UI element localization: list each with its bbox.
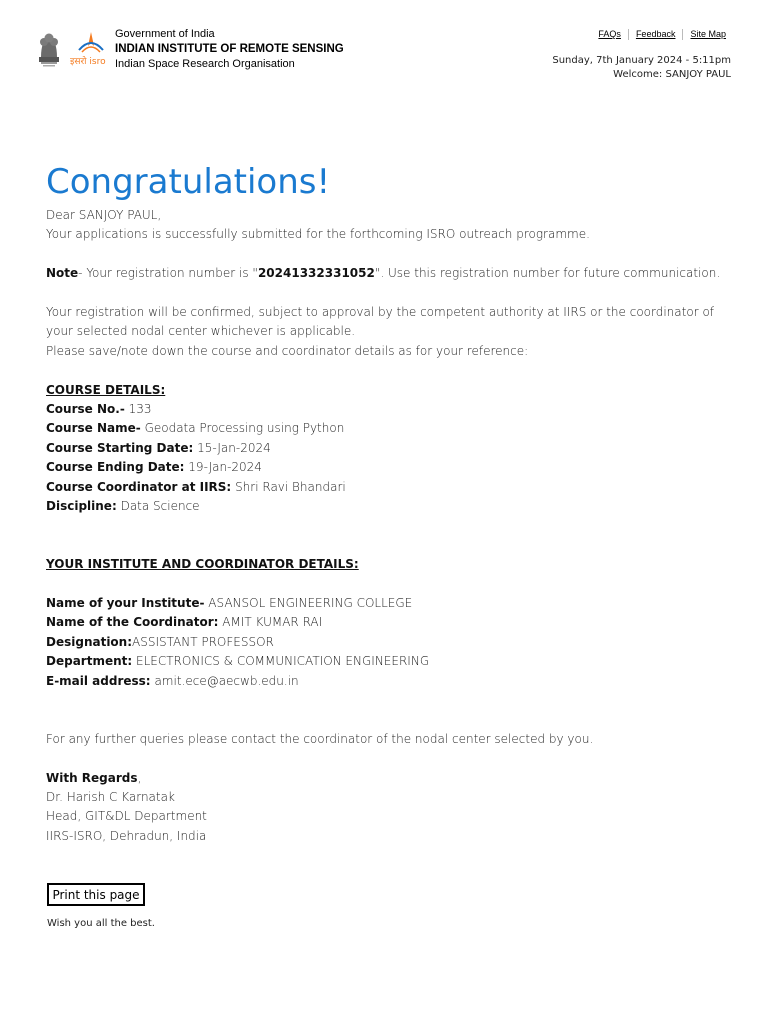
government-label: Government of India <box>115 28 215 40</box>
signatory-name: Dr. Harish C Karnatak <box>46 790 175 805</box>
confirmation-message: Your registration will be confirmed, subject to approval by the competent authority at IIRS or the coordinator of your selected nodal center whichever is applicable. <box>46 305 715 339</box>
regards-label: With Regards, <box>46 770 142 785</box>
submission-message: Your applications is successfully submitted for the forthcoming ISRO outreach programme. <box>46 227 590 242</box>
current-datetime: Sunday, 7th January 2024 - 5:11pm <box>552 55 731 66</box>
registration-note <box>46 264 736 283</box>
org-block <box>115 28 344 72</box>
feedback-link[interactable]: Feedback <box>628 29 683 40</box>
faqs-link[interactable]: FAQs <box>598 29 621 39</box>
institute-name: INDIAN INSTITUTE OF REMOTE SENSING <box>115 43 344 55</box>
welcome-user: Welcome: SANJOY PAUL <box>613 69 731 80</box>
institute-name-row: Name of your Institute- ASANSOL ENGINEERING COLLEGE <box>46 596 413 611</box>
department-row: Department: ELECTRONICS & COMMUNICATION ENGINEERING <box>46 654 430 669</box>
course-coordinator: Course Coordinator at IIRS: Shri Ravi Bhandari <box>46 479 346 494</box>
national-emblem-icon <box>34 27 64 69</box>
save-note: Please save/note down the course and coordinator details as for your reference: <box>46 343 529 358</box>
page-header <box>0 0 768 90</box>
note-pre-text: - Your registration number is " <box>78 266 258 281</box>
course-start-date: Course Starting Date: 15-Jan-2024 <box>46 440 271 455</box>
course-details-heading: COURSE DETAILS: <box>46 382 166 397</box>
course-number: Course No.- 133 <box>46 402 152 417</box>
note-label: Note <box>46 266 79 281</box>
email-row: E-mail address: amit.ece@aecwb.edu.in <box>46 673 299 688</box>
course-end-date: Course Ending Date: 19-Jan-2024 <box>46 460 262 475</box>
closing-wish: Wish you all the best. <box>47 918 155 929</box>
page-title: Congratulations! <box>46 162 331 202</box>
organisation-name: Indian Space Research Organisation <box>115 58 295 70</box>
signatory-place: IIRS-ISRO, Dehradun, India <box>46 828 207 843</box>
greeting: Dear SANJOY PAUL, <box>46 208 162 222</box>
user-meta <box>552 54 731 82</box>
isro-logo-icon <box>68 30 114 68</box>
main-content <box>46 160 736 846</box>
signatory-title: Head, GIT&DL Department <box>46 809 207 824</box>
isro-logo-text: इसरो isro <box>70 57 106 67</box>
coordinator-name-row: Name of the Coordinator: AMIT KUMAR RAI <box>46 615 323 630</box>
registration-number: 20241332331052 <box>257 266 375 281</box>
institute-details-heading: YOUR INSTITUTE AND COORDINATOR DETAILS: <box>46 557 359 572</box>
note-post-text: ". Use this registration number for future communication. <box>374 266 721 281</box>
course-discipline: Discipline: Data Science <box>46 499 200 514</box>
isro-logo <box>68 30 114 68</box>
course-name: Course Name- Geodata Processing using Python <box>46 421 345 436</box>
print-page-button[interactable]: Print this page <box>47 883 145 906</box>
queries-message: For any further queries please contact the coordinator of the nodal center selected by you. <box>46 731 594 746</box>
site-map-link[interactable]: Site Map <box>682 29 726 40</box>
designation-row: Designation:ASSISTANT PROFESSOR <box>46 634 274 649</box>
top-links <box>591 29 726 40</box>
